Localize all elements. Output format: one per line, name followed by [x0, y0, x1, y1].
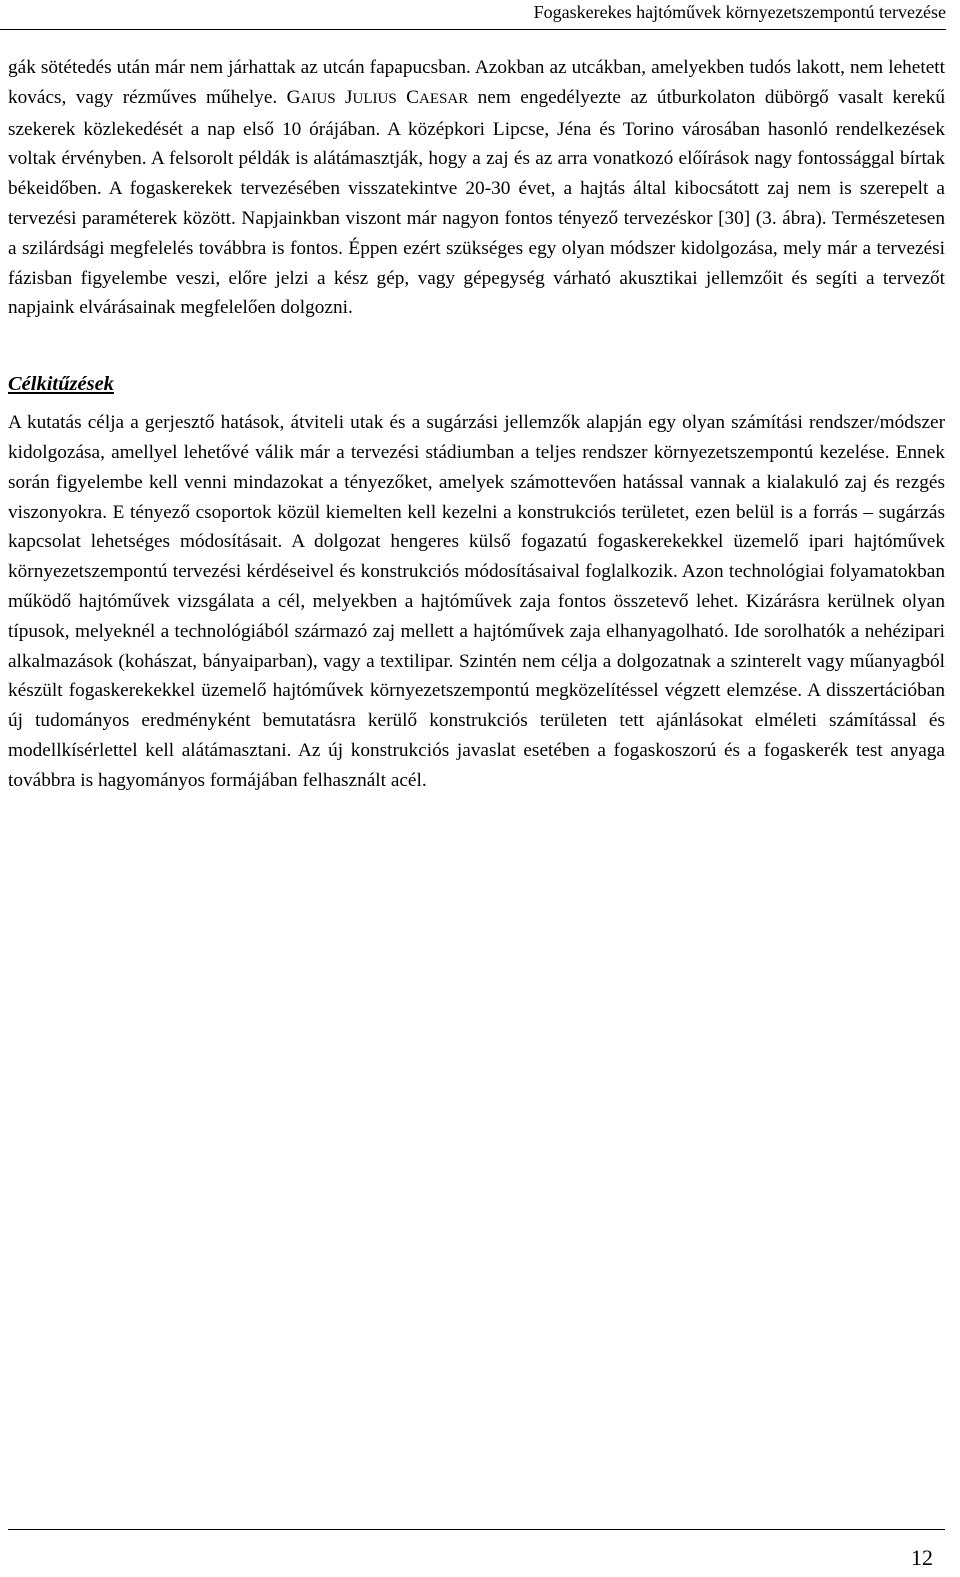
- intro-text-after-name: nem engedélyezte az útburkolaton dübörgő vasalt kerekű szekerek közlekedését a nap első 10 órájában. A középkori Lipcse, Jéna és Torino városában hasonló rendelkezések voltak érvényben. A felsorolt példák is alátámasztják, hogy a zaj és az arra vonatkozó előírások nagy fontossággal bírtak békeidőben. A fogaskerekek tervezésében visszatekintve 20-30 évet, a hajtás által kibocsátott zaj nem is szerepelt a tervezési paraméterek között. Napjainkban viszont már nagyon fontos tényező tervezéskor [30] (3. ábra). Természetesen a szilárdsági megfelelés továbbra is fontos. Éppen ezért szükséges egy olyan módszer kidolgozása, mely már a tervezési fázisban figyelembe veszi, előre jelzi a kész gép, vagy gépegység várható akusztikai jellemzőit és segíti a tervezőt napjaink elvárásainak megfelelően dolgozni.: [8, 86, 946, 319]
- intro-paragraph: [8, 53, 945, 323]
- section-heading: Célkitűzések: [8, 373, 114, 396]
- name-gaius: GAIUS: [286, 86, 336, 108]
- section-paragraph: A kutatás célja a gerjesztő hatások, átviteli utak és a sugárzási jellemzők alapján egy olyan számítási rendszer/módszer kidolgozása, amellyel lehetővé válik már a tervezési stádiumban a teljes rendszer környezetszempontú kezelése. Ennek során figyelembe kell venni mindazokat a tényezőket, amelyek számottevően hatással vannak a kialakuló zaj és rezgés viszonyokra. E tényező csoportok közül kiemelten kell kezelni a konstrukciós területet, ezen belül is a forrás – sugárzás kapcsolat lehetséges módosításait. A dolgozat hengeres külső fogazatú fogaskerekekkel üzemelő ipari hajtóművek környezetszempontú tervezési kérdéseivel és konstrukciós módosításaival foglalkozik. Azon technológiai folyamatokban működő hajtóművek vizsgálata a cél, melyekben a hajtóművek zaja fontos összetevő lehet. Kizárásra kerülnek olyan típusok, melyeknél a technológiából származó zaj mellett a hajtóművek zaja elhanyagolható. Ide sorolhatók a nehézipari alkalmazások (kohászat, bányaiparban), vagy a textilipar. Szintén nem célja a dolgozatnak a szinterelt vagy műanyagból készült fogaskerekekkel üzemelő hajtóművek környezetszempontú megközelítéssel végzett elemzése. A disszertációban új tudományos eredményként bemutatásra kerülő konstrukciós területen tett ajánlásokat elméleti számítással és modellkísérlettel kell alátámasztani. Az új konstrukciós javaslat esetében a fogaskoszorú és a fogaskerék test anyaga továbbra is hagyományos formájában felhasznált acél.: [8, 412, 945, 791]
- page-number: 12: [911, 1545, 933, 1570]
- footer-rule: [8, 1529, 945, 1530]
- name-julius: JULIUS: [345, 86, 397, 108]
- running-header: [0, 0, 946, 30]
- running-title: Fogaskerekes hajtóművek környezetszempontú tervezése: [533, 2, 946, 22]
- intro-text-before-name: gák sötétedés után már nem járhattak az utcán fapapucsban. Azokban az utcákban, amelyekben tudós lakott, nem lehetett kovács, vagy rézműves műhelye.: [8, 57, 945, 108]
- page-body: [8, 53, 945, 796]
- name-caesar: CAESAR: [406, 86, 469, 108]
